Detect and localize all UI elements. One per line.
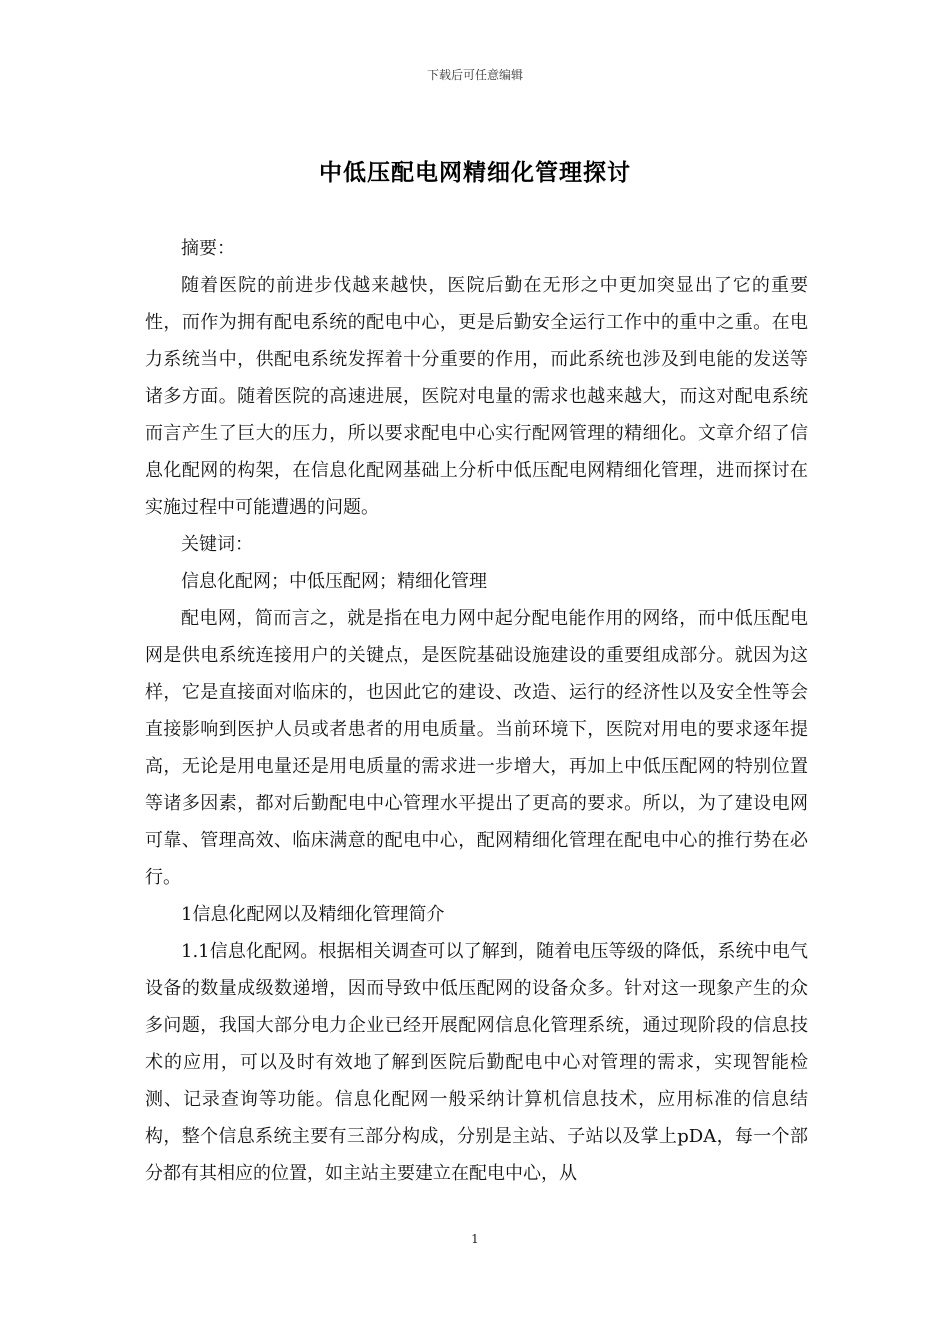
abstract-paragraph: 随着医院的前进步伐越来越快，医院后勤在无形之中更加突显出了它的重要性，而作为拥有配电系统的配电中心，更是后勤安全运行工作中的重中之重。在电力系统当中，供配电系统发挥着十分重要的作用，而此系统也涉及到电能的发送等诸多方面。随着医院的高速进展，医院对电量的需求也越来越大，而这对配电系统而言产生了巨大的压力，所以要求配电中心实行配网管理的精细化。文章介绍了信息化配网的构架，在信息化配网基础上分析中低压配电网精细化管理，进而探讨在实施过程中可能遭遇的问题。 bbox=[145, 275, 808, 518]
section-heading: 1信息化配网以及精细化管理简介 bbox=[181, 904, 445, 925]
intro-paragraph: 配电网，简而言之，就是指在电力网中起分配电能作用的网络，而中低压配电网是供电系统连接用户的关键点，是医院基础设施建设的重要组成部分。就因为这样，它是直接面对临床的，也因此它的建设、改造、运行的经济性以及安全性等会直接影响到医护人员或者患者的用电质量。当前环境下，医院对用电的要求逐年提高，无论是用电量还是用电质量的需求进一步增大，再加上中低压配网的特别位置等诸多因素，都对后勤配电中心管理水平提出了更高的要求。所以，为了建设电网可靠、管理高效、临床满意的配电中心，配网精细化管理在配电中心的推行势在必行。 bbox=[145, 608, 808, 888]
document-body bbox=[145, 230, 808, 1192]
document-title: 中低压配电网精细化管理探讨 bbox=[319, 159, 631, 186]
header-note: 下载后可任意编辑 bbox=[426, 68, 523, 82]
page-number: 1 bbox=[471, 1232, 479, 1246]
keywords-list: 信息化配网；中低压配网；精细化管理 bbox=[181, 571, 487, 592]
section-paragraph: 1.1信息化配网。根据相关调查可以了解到，随着电压等级的降低，系统中电气设备的数量成级数递增，因而导致中低压配网的设备众多。针对这一现象产生的众多问题，我国大部分电力企业已经开展配网信息化管理系统，通过现阶段的信息技术的应用，可以及时有效地了解到医院后勤配电中心对管理的需求，实现智能检测、记录查询等功能。信息化配网一般采纳计算机信息技术，应用标准的信息结构，整个信息系统主要有三部分构成，分别是主站、子站以及掌上pDA，每一个部分都有其相应的位置，如主站主要建立在配电中心，从 bbox=[145, 941, 808, 1184]
keywords-label: 关键词： bbox=[181, 534, 253, 555]
abstract-label: 摘要： bbox=[181, 238, 235, 259]
